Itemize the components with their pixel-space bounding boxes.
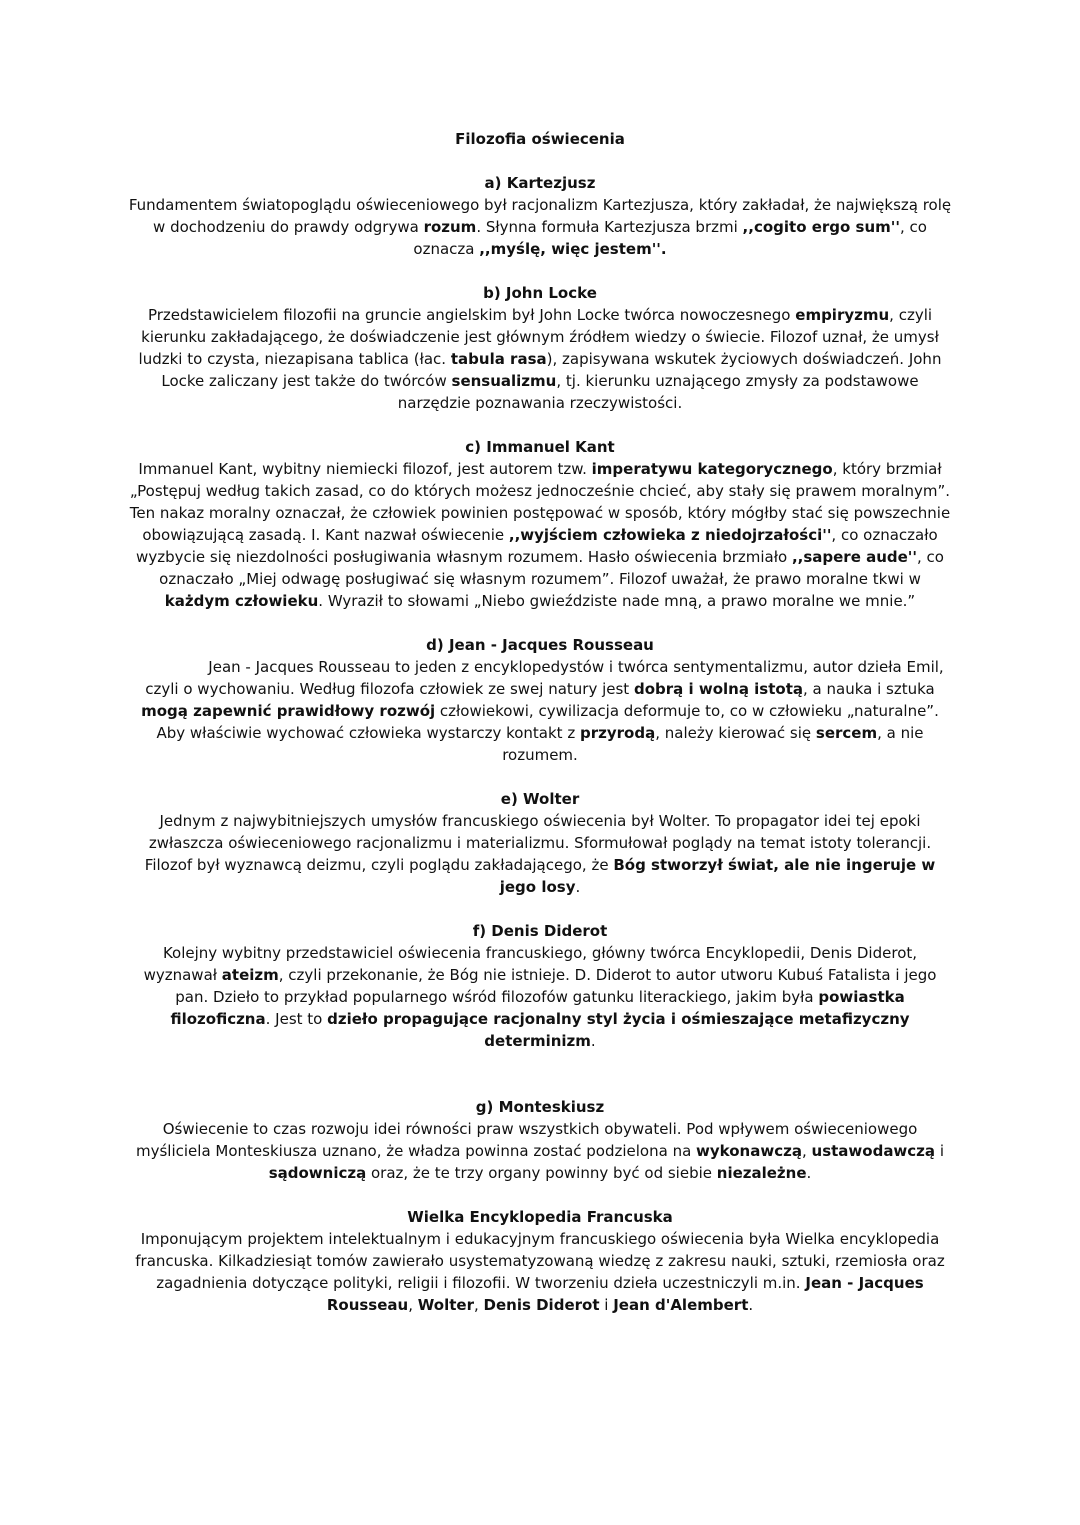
bold-term: dobrą i wolną istotą — [633, 680, 804, 698]
section — [128, 634, 952, 766]
sections-container — [128, 172, 952, 1316]
section — [128, 282, 952, 414]
section-heading: d) Jean - Jacques Rousseau — [426, 636, 654, 654]
section-heading: c) Immanuel Kant — [465, 438, 615, 456]
bold-term: rozum — [423, 218, 477, 236]
section — [128, 920, 952, 1052]
text-segment: i — [599, 1296, 614, 1314]
section-heading: f) Denis Diderot — [472, 922, 608, 940]
text-segment: , czyli kierunku zakładającego, że doświadczenie jest głównym źródłem wiedzy o świecie. Filozof uznał, że umysł ludzki to czysta, niezapisana tablica (łac. — [138, 306, 939, 368]
text-segment: , a nauka i sztuka — [803, 680, 935, 698]
bold-term: ateizm — [221, 966, 279, 984]
bold-term: Denis Diderot — [483, 1296, 600, 1314]
text-segment: Kolejny wybitny przedstawiciel oświecenia francuskiego, główny twórca Encyklopedii, Denis Diderot, wyznawał — [143, 944, 918, 984]
section-heading: g) Monteskiusz — [475, 1098, 605, 1116]
text-segment: . — [806, 1164, 812, 1182]
text-segment: . Słynna formuła Kartezjusza brzmi — [476, 218, 743, 236]
section-heading: e) Wolter — [500, 790, 580, 808]
text-segment: , co oznaczało wyzbycie się niezdolności posługiwania własnym rozumem. Hasło oświecenia brzmiało — [136, 526, 938, 566]
text-segment: oraz, że te trzy organy powinny być od siebie — [366, 1164, 717, 1182]
section-body — [128, 194, 952, 260]
text-segment: , co oznaczało „Miej odwagę posługiwać się własnym rozumem”. Filozof uważał, że prawo moralne tkwi w — [159, 548, 944, 588]
text-segment: . Jest to — [265, 1010, 328, 1028]
section — [128, 788, 952, 898]
text-segment: . — [748, 1296, 754, 1314]
text-segment: . — [590, 1032, 596, 1050]
text-segment: , — [473, 1296, 484, 1314]
bold-term: sercem — [815, 724, 878, 742]
bold-term: mogą zapewnić prawidłowy rozwój — [141, 702, 436, 720]
text-segment: , tj. kierunku uznającego zmysły za podstawowe narzędzie poznawania rzeczywistości. — [397, 372, 919, 412]
text-segment: Jean - Jacques Rousseau to jeden z encyklopedystów i twórca sentymentalizmu, autor dzieła Emil, czyli o wychowaniu. Według filozofa człowiek ze swej natury jest — [145, 658, 944, 698]
text-segment: człowiekowi, cywilizacja deformuje to, co w człowieku „naturalne”. Aby właściwie wychować człowieka wystarczy kontakt z — [156, 702, 939, 742]
text-segment: Przedstawicielem filozofii na gruncie angielskim był John Locke twórca nowoczesnego — [147, 306, 796, 324]
section — [128, 436, 952, 612]
section — [128, 172, 952, 260]
bold-term: empiryzmu — [795, 306, 890, 324]
text-segment: . — [575, 878, 581, 896]
section — [128, 1096, 952, 1184]
bold-term: Bóg stworzył świat, ale nie ingeruje w jego losy — [499, 856, 936, 896]
text-segment: Jednym z najwybitniejszych umysłów francuskiego oświecenia był Wolter. To propagator idei tej epoki zwłaszcza oświeceniowego racjonalizmu i materializmu. Sformułował poglądy na temat istoty tolerancji. Filozof był wyznawcą deizmu, czyli poglądu zakładającego, że — [144, 812, 932, 874]
section-body — [128, 1228, 952, 1316]
section-body — [128, 810, 952, 898]
section-body — [128, 942, 952, 1052]
text-segment: . Wyraził to słowami „Niebo gwieździste nade mną, a prawo moralne we mnie.” — [318, 592, 916, 610]
bold-term: sensualizmu — [451, 372, 557, 390]
section-heading: Wielka Encyklopedia Francuska — [407, 1208, 673, 1226]
text-segment: , a nie rozumem. — [502, 724, 924, 764]
bold-term: ustawodawczą — [811, 1142, 936, 1160]
bold-term: niezależne — [716, 1164, 807, 1182]
bold-term: ,,myślę, więc jestem''. — [479, 240, 667, 258]
bold-term: ,,cogito ergo sum'' — [742, 218, 900, 236]
text-segment: , należy kierować się — [655, 724, 816, 742]
bold-term: powiastka filozoficzna — [170, 988, 905, 1028]
bold-term: Jean - Jacques Rousseau — [326, 1274, 924, 1314]
text-segment: , — [408, 1296, 418, 1314]
bold-term: dzieło propagujące racjonalny styl życia i ośmieszające metafizyczny determinizm — [327, 1010, 910, 1050]
bold-term: sądowniczą — [268, 1164, 367, 1182]
section-body — [128, 304, 952, 414]
text-segment: ), zapisywana wskutek życiowych doświadczeń. John Locke zaliczany jest także do twórców — [161, 350, 942, 390]
bold-term: ,,wyjściem człowieka z niedojrzałości'' — [508, 526, 832, 544]
text-segment: , — [801, 1142, 812, 1160]
section-body — [128, 458, 952, 612]
text-segment: Fundamentem światopoglądu oświeceniowego był racjonalizm Kartezjusza, który zakładał, że największą rolę w dochodzeniu do prawdy odgrywa — [128, 196, 952, 236]
bold-term: tabula rasa — [450, 350, 547, 368]
document-title: Filozofia oświecenia — [455, 130, 625, 148]
text-segment: , czyli przekonanie, że Bóg nie istnieje. D. Diderot to autor utworu Kubuś Fatalista i jego pan. Dzieło to przykład popularnego wśród filozofów gatunku literackiego, jakim była — [175, 966, 937, 1006]
text-segment: , który brzmiał „Postępuj według takich zasad, co do których możesz jednocześnie chcieć, aby stały się prawem moralnym”. Ten nakaz moralny oznaczał, że człowiek powinien postępować w sposób, który mógłby stać się powszechnie obowiązującą zasadą. I. Kant nazwał oświecenie — [129, 460, 951, 544]
text-segment: Imponującym projektem intelektualnym i edukacyjnym francuskiego oświecenia była Wielka encyklopedia francuska. Kilkadziesiąt tomów zawierało usystematyzowaną wiedzę z zakresu nauki, sztuki, rzemiosła oraz zagadnienia dotyczące polityki, religii i filozofii. W tworzeniu dzieła uczestniczyli m.in. — [135, 1230, 945, 1292]
section — [128, 1206, 952, 1316]
bold-term: Jean d'Alembert — [613, 1296, 749, 1314]
bold-term: wykonawczą — [696, 1142, 802, 1160]
bold-term: Wolter — [417, 1296, 474, 1314]
section-body — [128, 656, 952, 766]
text-segment: , co oznacza — [413, 218, 927, 258]
bold-term: imperatywu kategorycznego — [591, 460, 833, 478]
section-heading: b) John Locke — [483, 284, 597, 302]
text-segment: i — [935, 1142, 944, 1160]
text-segment: Oświecenie to czas rozwoju idei równości praw wszystkich obywateli. Pod wpływem oświeceniowego myśliciela Monteskiusza uznano, że władza powinna zostać podzielona na — [136, 1120, 918, 1160]
bold-term: ,,sapere aude'' — [791, 548, 917, 566]
document-page — [128, 128, 952, 1338]
section-heading: a) Kartezjusz — [484, 174, 596, 192]
text-segment: Immanuel Kant, wybitny niemiecki filozof, jest autorem tzw. — [138, 460, 592, 478]
bold-term: każdym człowieku — [164, 592, 319, 610]
bold-term: przyrodą — [579, 724, 656, 742]
section-body — [128, 1118, 952, 1184]
